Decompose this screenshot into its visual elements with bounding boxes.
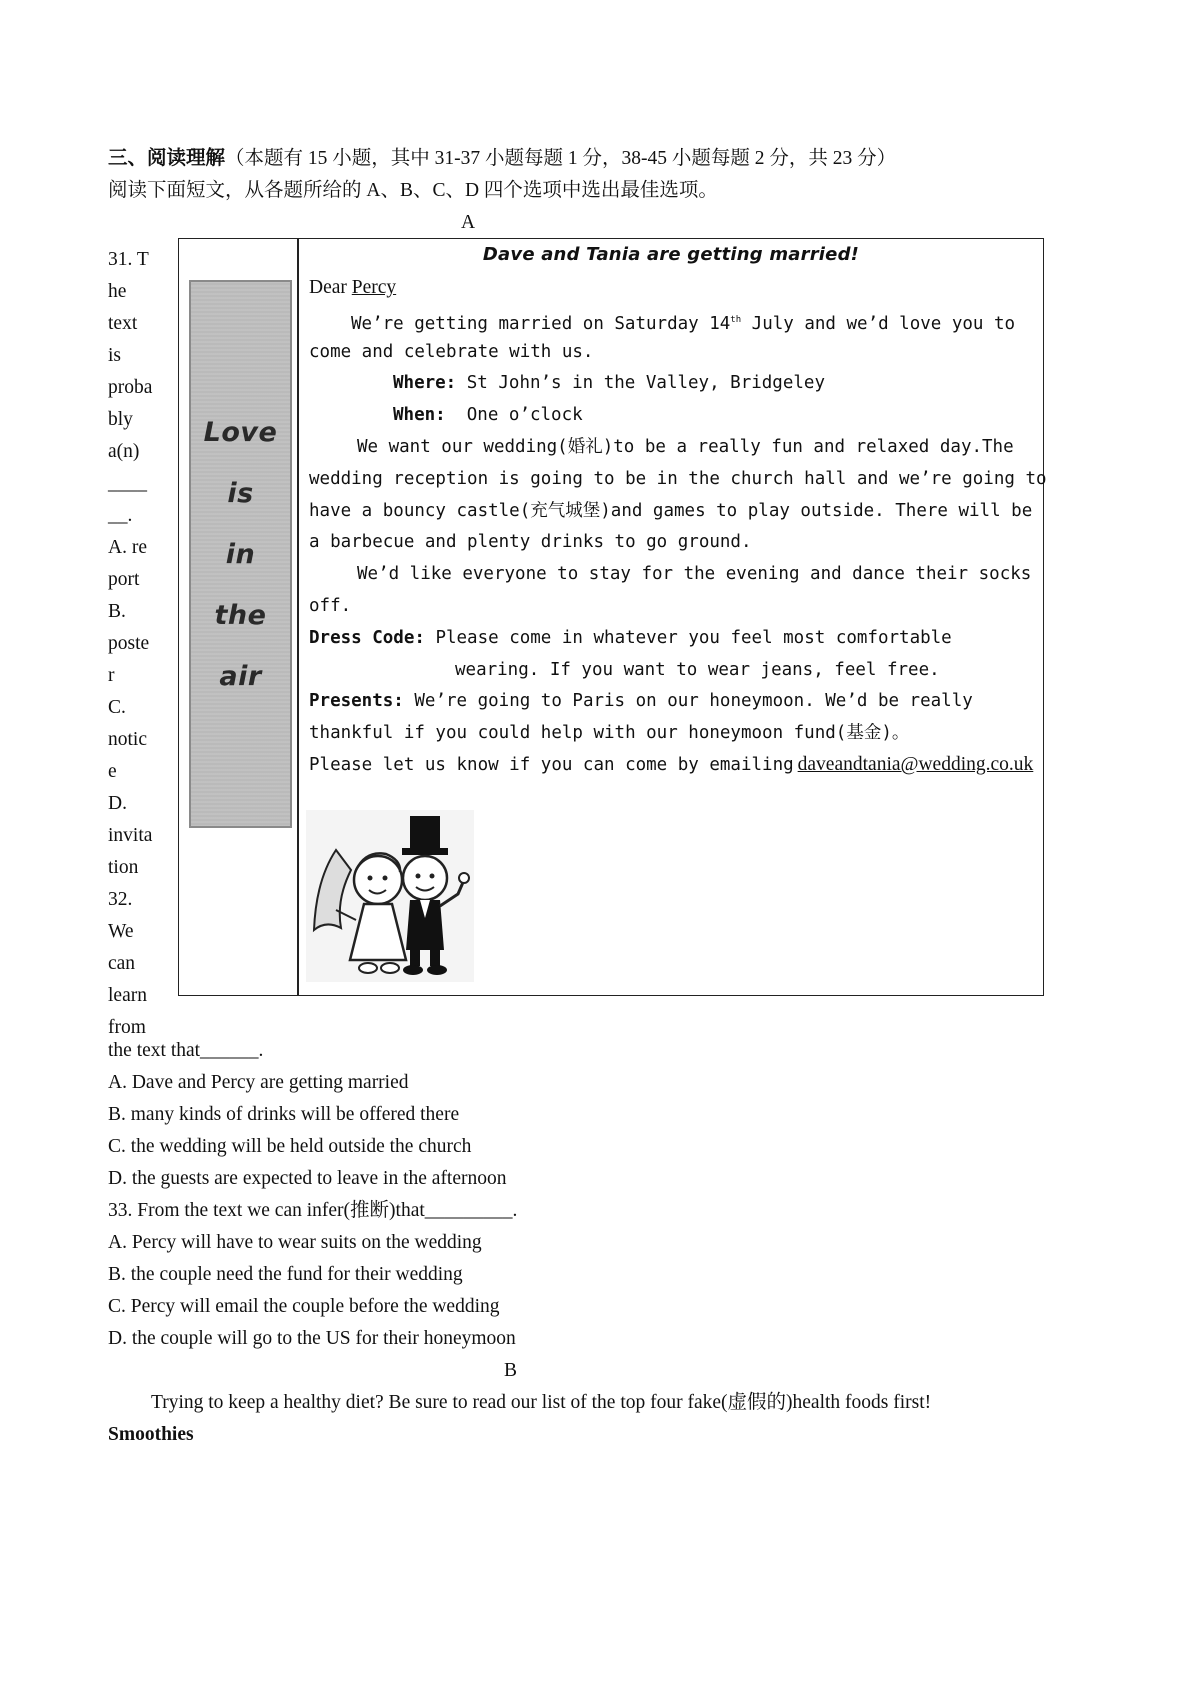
presents-line: thankful if you could help with our honeymoon fund(基金)。 (309, 723, 910, 743)
invitation-line (351, 309, 1015, 335)
section-heading-note: （本题有 15 小题，其中 31-37 小题每题 1 分，38-45 小题每题 2 分，共 23 分） (225, 148, 897, 169)
q31-option-part: poste (108, 633, 150, 654)
q31-option-part: C. (108, 697, 126, 718)
dress-code-label: Dress Code: (309, 628, 425, 648)
invitation-divider (297, 238, 299, 996)
presents-label: Presents: (309, 691, 404, 711)
section-heading (108, 148, 896, 170)
q32-option-d: D. the guests are expected to leave in the afternoon (108, 1168, 507, 1189)
q31-stem-part: is (108, 345, 122, 366)
q32-stem-part: can (108, 953, 136, 974)
passage-b-heading: Smoothies (108, 1424, 194, 1445)
q32-stem-part: We (108, 921, 134, 942)
invitation-line: off. (309, 596, 352, 616)
q31-option-part: A. re (108, 537, 147, 558)
invitation-line: a barbecue and plenty drinks to go ground. (309, 532, 752, 552)
q31-stem-part: bly (108, 409, 133, 430)
invitation-text: We’re getting married on Saturday 14 (351, 313, 731, 334)
q33-option-d: D. the couple will go to the US for their honeymoon (108, 1328, 516, 1349)
banner-word: in (225, 539, 256, 570)
q31-option-part: tion (108, 857, 139, 878)
invitation-line: We want our wedding(婚礼)to be a really fun and relaxed day.The (357, 437, 1014, 457)
section-instruction: 阅读下面短文，从各题所给的 A、B、C、D 四个选项中选出最佳选项。 (108, 180, 718, 201)
contact-email: daveandtania@wedding.co.uk (797, 754, 1034, 775)
q31-stem-part: a(n) (108, 441, 140, 462)
greeting-name: Percy (351, 277, 397, 298)
passage-b-intro: Trying to keep a healthy diet? Be sure to read our list of the top four fake(虚假的)health foods first! (151, 1392, 932, 1413)
passage-b-letter: B (504, 1360, 518, 1381)
q32-option-b: B. many kinds of drinks will be offered there (108, 1104, 460, 1125)
q33-option-c: C. Percy will email the couple before the wedding (108, 1296, 500, 1317)
q31-option-part: B. (108, 601, 126, 622)
when-label: When: (393, 405, 446, 425)
q31-option-part: e (108, 761, 117, 782)
q33-stem: 33. From the text we can infer(推断)that_________. (108, 1200, 518, 1221)
dress-code-line (309, 627, 952, 649)
q31-option-part: port (108, 569, 140, 590)
section-heading-title: 三、阅读理解 (108, 148, 226, 169)
q31-option-part: notic (108, 729, 147, 750)
contact-text: Please let us know if you can come by emailing (309, 755, 794, 775)
q32-option-a: A. Dave and Percy are getting married (108, 1072, 409, 1093)
banner-word: air (219, 661, 262, 692)
q31-stem-part: text (108, 313, 138, 334)
q31-option-part: D. (108, 793, 127, 814)
dress-code-line: wearing. If you want to wear jeans, feel free. (455, 660, 940, 680)
q31-stem-part: he (108, 281, 127, 302)
presents-line (309, 690, 973, 712)
q31-option-part: invita (108, 825, 153, 846)
invitation-line: wedding reception is going to be in the church hall and we’re going to (309, 469, 1047, 489)
greeting-prefix: Dear (309, 277, 352, 298)
passage-a-letter: A (461, 212, 476, 233)
contact-line (309, 754, 1033, 777)
when-value: One o’clock (466, 405, 583, 425)
invitation-greeting (309, 277, 396, 299)
banner-word: the (214, 600, 267, 631)
q32-option-c: C. the wedding will be held outside the church (108, 1136, 472, 1157)
q33-option-a: A. Percy will have to wear suits on the wedding (108, 1232, 482, 1253)
where-label: Where: (393, 373, 457, 393)
couple-cartoon-image (306, 810, 474, 982)
q31-stem-part: proba (108, 377, 153, 398)
q32-stem-end: the text that______. (108, 1040, 264, 1061)
where-line (393, 372, 825, 394)
q31-blank: __. (108, 505, 133, 526)
invitation-line: come and celebrate with us. (309, 342, 594, 362)
question-column (108, 244, 172, 1044)
invitation-line: have a bouncy castle(充气城堡)and games to play outside. There will be (309, 501, 1033, 521)
banner-word: is (227, 478, 254, 509)
invitation-text: July and we’d love you to (741, 313, 1016, 334)
invitation-title: Dave and Tania are getting married! (482, 244, 860, 265)
ordinal-suffix: th (730, 315, 742, 325)
banner-word: Love (203, 417, 278, 448)
when-line (393, 404, 583, 426)
dress-code-text: Please come in whatever you feel most comfortable (435, 628, 952, 648)
q31-stem-part: 31. T (108, 249, 149, 270)
q32-stem-part: 32. (108, 889, 133, 910)
q32-stem-part: learn (108, 985, 147, 1006)
q32-stem-part: from (108, 1017, 146, 1038)
where-value: St John’s in the Valley, Bridgeley (466, 373, 825, 393)
invitation-line: We’d like everyone to stay for the evening and dance their socks (357, 564, 1032, 584)
love-banner-image (189, 280, 292, 828)
presents-text: We’re going to Paris on our honeymoon. We’d be really (414, 691, 973, 711)
q31-blank: ____ (108, 473, 147, 494)
q31-option-part: r (108, 665, 115, 686)
q33-option-b: B. the couple need the fund for their wedding (108, 1264, 463, 1285)
